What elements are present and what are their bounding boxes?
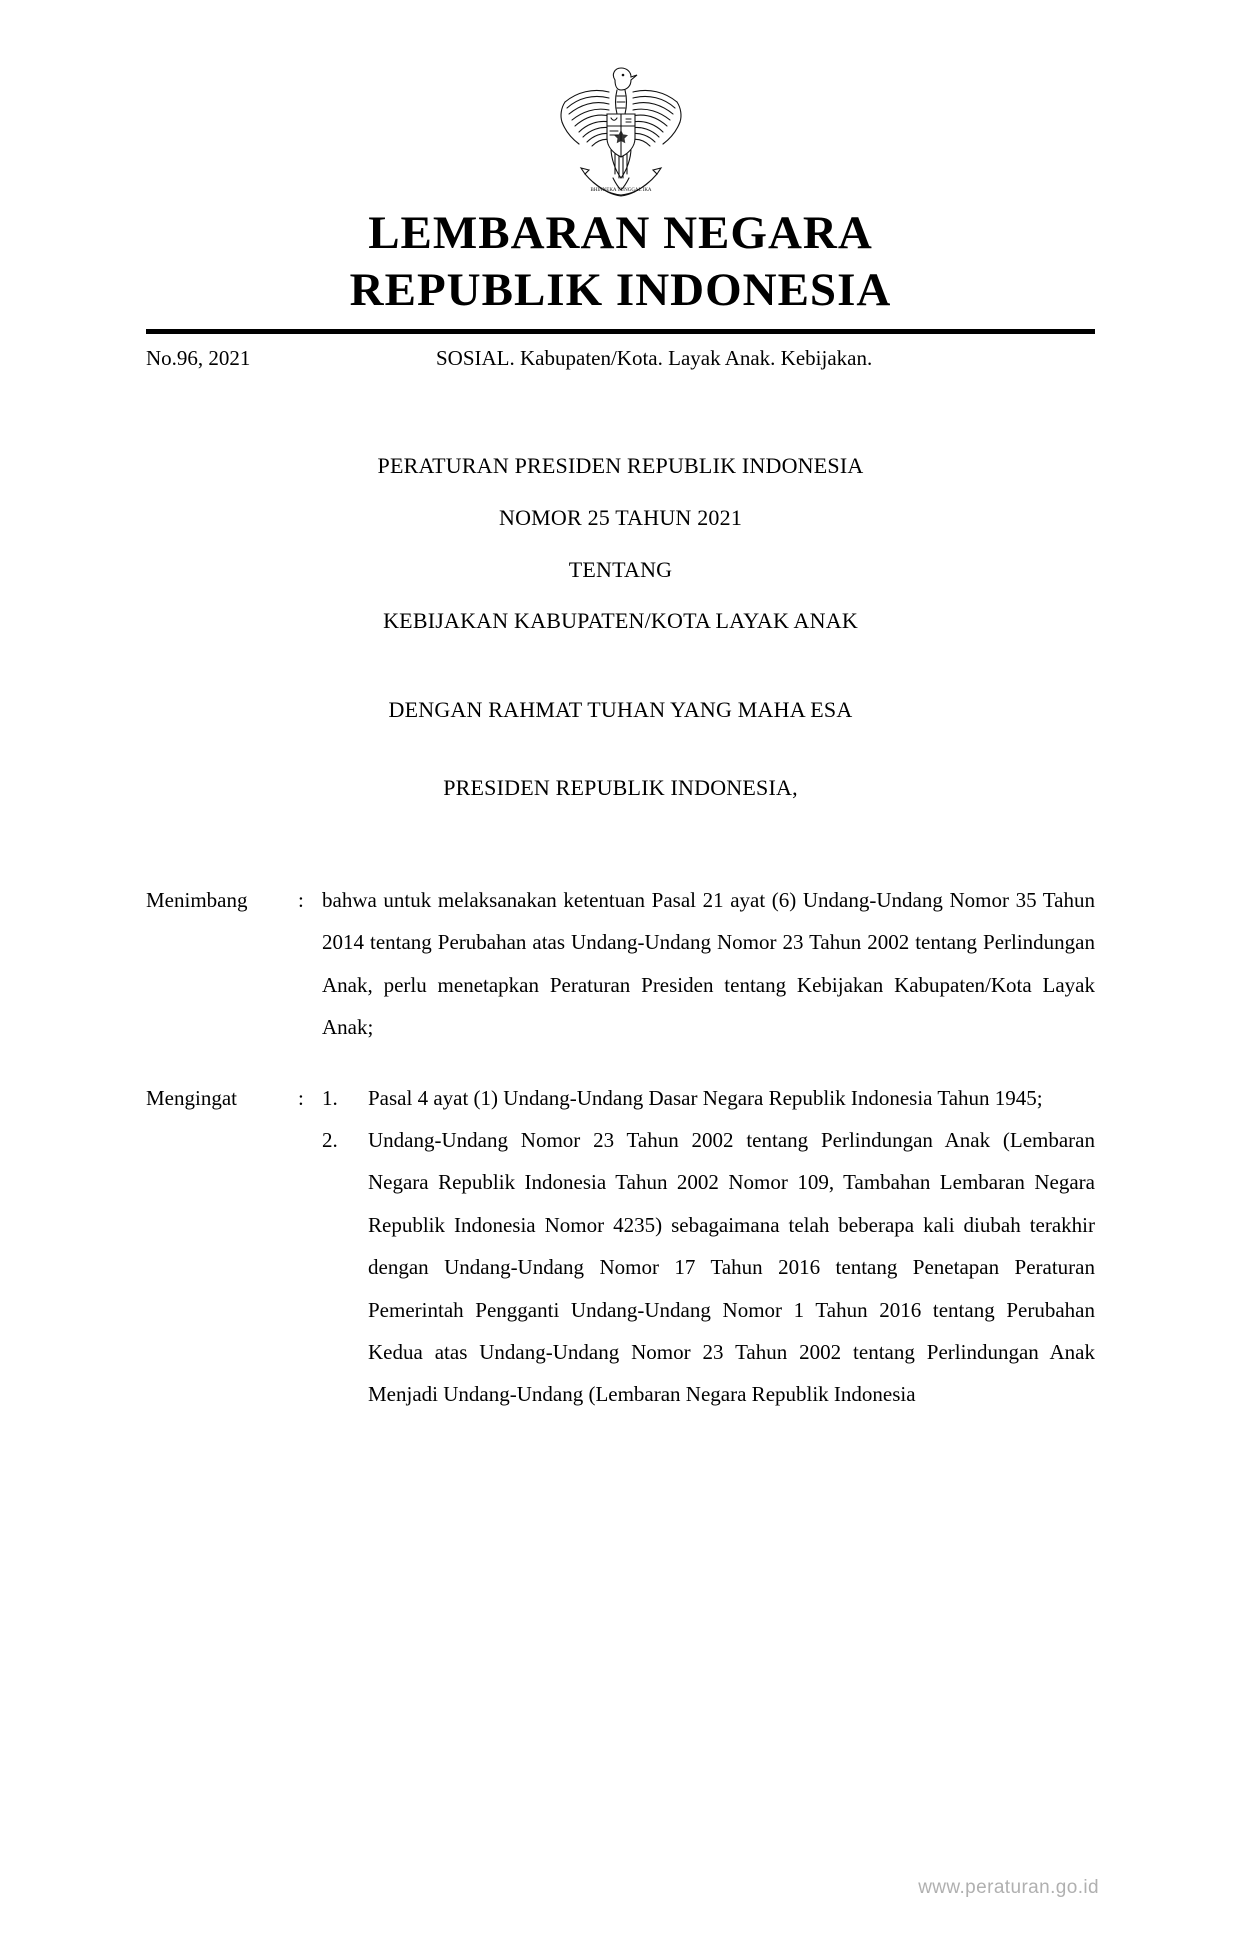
list-item-text: Undang-Undang Nomor 23 Tahun 2002 tentang Perlindungan Anak (Lembaran Negara Republik Indonesia Tahun 2002 Nomor 109, Tambahan Lembaran Negara Republik Indonesia Nomor 4235) sebagaimana telah beberapa kali diubah terakhir dengan Undang-Undang Nomor 17 Tahun 2016 tentang Penetapan Peraturan Pemerintah Pengganti Undang-Undang Nomor 1 Tahun 2016 tentang Perubahan Kedua atas Undang-Undang Nomor 23 Tahun 2002 tentang Perlindungan Anak Menjadi Undang-Undang (Lembaran Negara Republik Indonesia — [368, 1128, 1095, 1407]
signatory-line: PRESIDEN REPUBLIK INDONESIA, — [443, 775, 798, 800]
list-item-text: Pasal 4 ayat (1) Undang-Undang Dasar Negara Republik Indonesia Tahun 1945; — [368, 1085, 1043, 1110]
title-line-tentang: TENTANG — [568, 556, 673, 582]
clause-colon-mengingat: : — [298, 1085, 304, 1110]
masthead-line-1: LEMBARAN NEGARA — [368, 207, 873, 259]
regulation-title-block — [146, 440, 1095, 647]
gazette-number: No.96, 2021 — [146, 345, 251, 370]
title-line-subject: KEBIJAKAN KABUPATEN/KOTA LAYAK ANAK — [383, 608, 858, 634]
list-item — [322, 1119, 1095, 1416]
clause-body-menimbang: bahwa untuk melaksanakan ketentuan Pasal 21 ayat (6) Undang-Undang Nomor 35 Tahun 2014 tentang Perubahan atas Undang-Undang Nomor 23 Tahun 2002 tentang Perlindungan Anak, perlu menetapkan Peraturan Presiden tentang Kebijakan Kabupaten/Kota Layak Anak; — [322, 888, 1095, 1040]
clause-menimbang — [146, 879, 1095, 1049]
source-watermark: www.peraturan.go.id — [918, 1877, 1099, 1898]
garuda-pancasila-emblem — [541, 58, 701, 198]
list-item — [322, 1077, 1095, 1119]
title-line-number: NOMOR 25 TAHUN 2021 — [498, 504, 743, 530]
clause-label-mengingat: Mengingat — [146, 1085, 237, 1110]
masthead-divider — [146, 329, 1095, 334]
svg-text:BHINNEKA TUNGGAL IKA: BHINNEKA TUNGGAL IKA — [589, 188, 652, 193]
clause-body-mengingat — [322, 1077, 1095, 1416]
page-content — [146, 0, 1095, 1416]
clause-colon-menimbang: : — [298, 888, 304, 912]
masthead-line-2: REPUBLIK INDONESIA — [349, 264, 892, 317]
gazette-header-row — [146, 344, 1095, 372]
title-line-issuer: PERATURAN PRESIDEN REPUBLIK INDONESIA — [377, 453, 864, 479]
clauses-section — [146, 879, 1095, 1416]
clause-label-menimbang: Menimbang — [146, 888, 248, 912]
masthead — [146, 206, 1095, 319]
blessing-line: DENGAN RAHMAT TUHAN YANG MAHA ESA — [388, 697, 853, 722]
clause-mengingat — [146, 1077, 1095, 1416]
list-item-marker: 2. — [322, 1128, 338, 1153]
emblem-container — [146, 0, 1095, 198]
list-item-marker: 1. — [322, 1085, 338, 1110]
gazette-subject-tags: SOSIAL. Kabupaten/Kota. Layak Anak. Kebijakan. — [436, 345, 873, 370]
